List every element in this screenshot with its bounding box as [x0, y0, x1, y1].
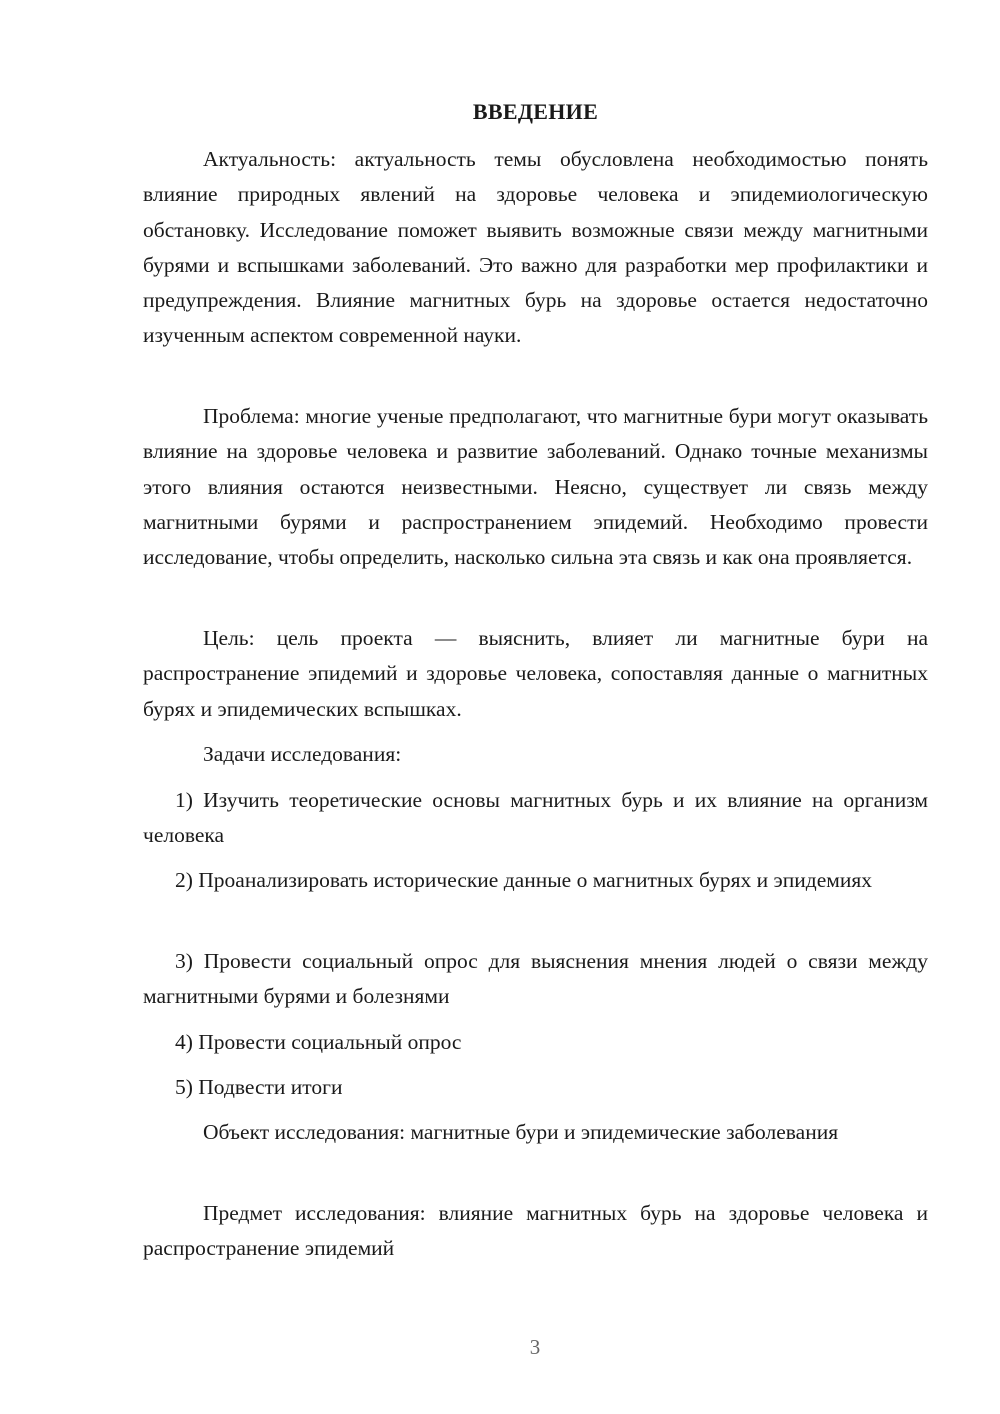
task-item-4: 4) Провести социальный опрос [175, 1030, 462, 1054]
task-item-5: 5) Подвести итоги [175, 1075, 343, 1099]
page-title: ВВЕДЕНИЕ [472, 99, 599, 124]
paragraph-subject: Предмет исследования: влияние магнитных бурь на здоровье человека и распространение эпидемий [143, 1201, 928, 1261]
task-item-3: 3) Провести социальный опрос для выяснения мнения людей о связи между магнитными бурями и болезнями [143, 949, 928, 1009]
page-number: 3 [529, 1335, 541, 1359]
paragraph-object: Объект исследования: магнитные бури и эпидемические заболевания [203, 1120, 839, 1144]
task-item-1: 1) Изучить теоретические основы магнитных бурь и их влияние на организм человека [143, 788, 928, 848]
paragraph-goal: Цель: цель проекта — выяснить, влияет ли магнитные бури на распространение эпидемий и здоровье человека, сопоставляя данные о магнитных бурях и эпидемических вспышках. [143, 626, 928, 721]
task-item-2: 2) Проанализировать исторические данные о магнитных бурях и эпидемиях [175, 868, 872, 892]
tasks-heading: Задачи исследования: [203, 742, 402, 766]
paragraph-relevance: Актуальность: актуальность темы обусловлена необходимостью понять влияние природных явлений на здоровье человека и эпидемиологическую обстановку. Исследование поможет выявить возможные связи между магнитными бурями и вспышками заболеваний. Это важно для разработки мер профилактики и предупреждения. Влияние магнитных бурь на здоровье остается недостаточно изученным аспектом современной науки. [143, 147, 928, 348]
paragraph-problem: Проблема: многие ученые предполагают, что магнитные бури могут оказывать влияние на здоровье человека и развитие заболеваний. Однако точные механизмы этого влияния остаются неизвестными. Неясно, существует ли связь между магнитными бурями и распространением эпидемий. Необходимо провести исследование, чтобы определить, насколько сильна эта связь и как она проявляется. [143, 404, 928, 570]
